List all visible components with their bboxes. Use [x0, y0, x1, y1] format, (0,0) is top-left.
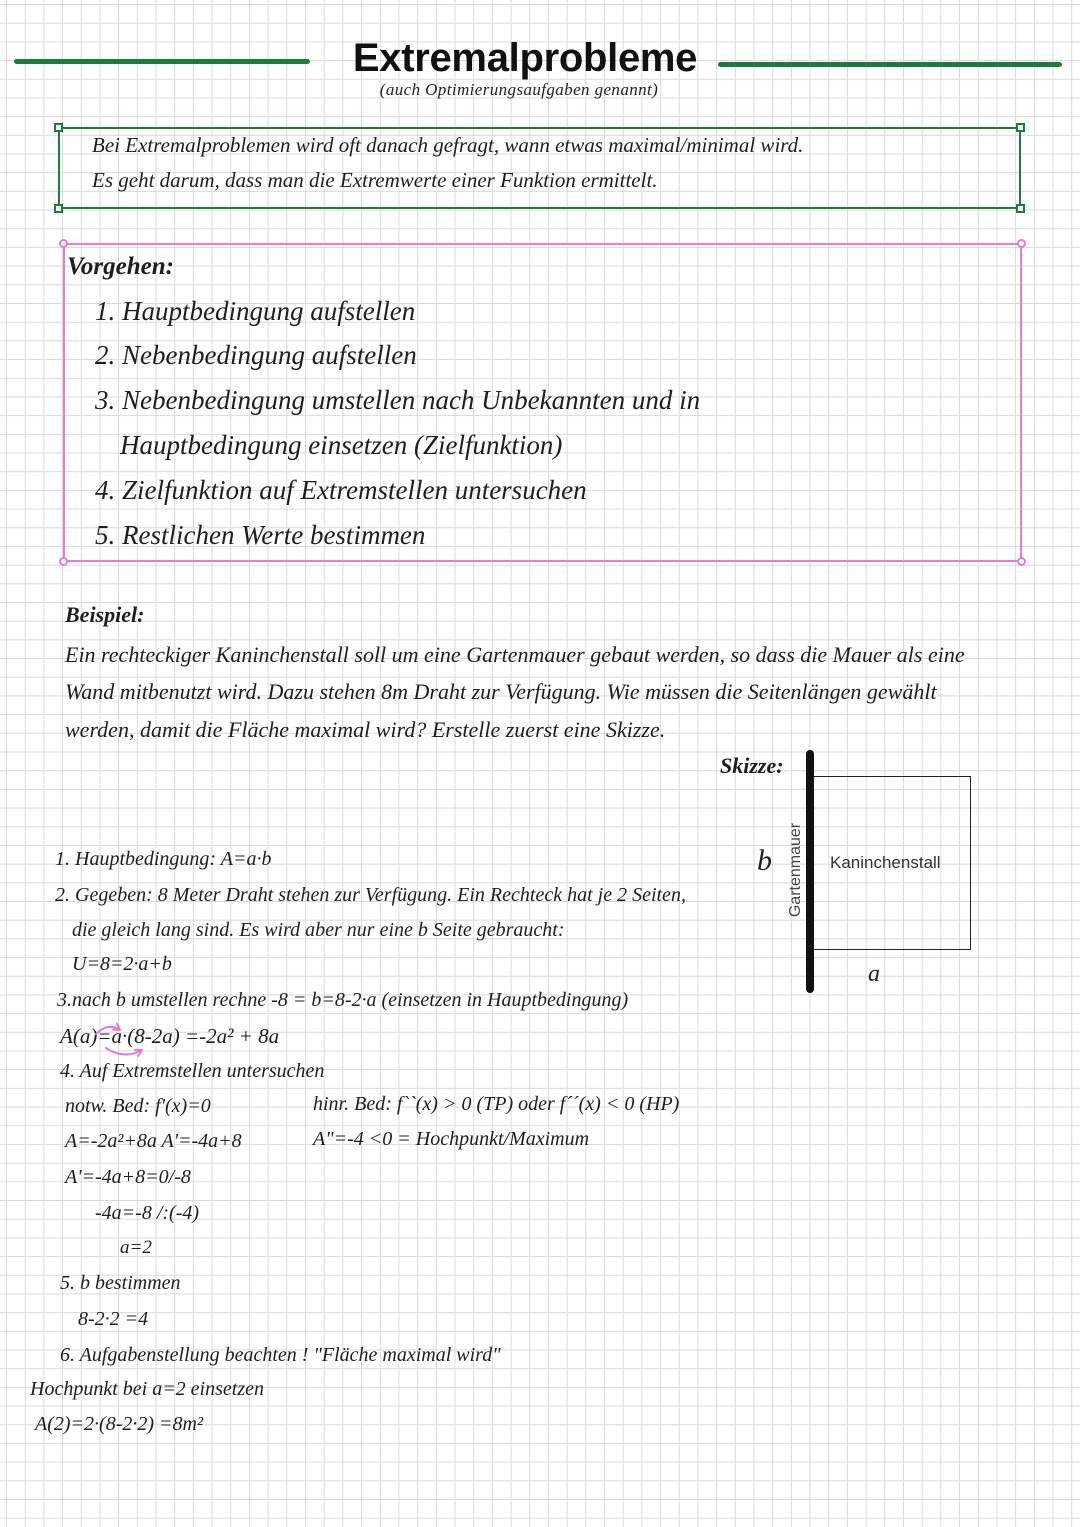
corner-handle	[54, 204, 63, 213]
perimeter-equation: U=8=2·a+b	[72, 953, 172, 975]
solve-step: A'=-4a+8=0/-8	[65, 1166, 191, 1188]
corner-handle	[59, 557, 68, 566]
garden-wall	[806, 750, 814, 993]
procedure-heading: Vorgehen:	[67, 253, 174, 280]
procedure-step: 3. Nebenbedingung umstellen nach Unbekannten und in	[95, 385, 701, 415]
task-check-line: 6. Aufgabenstellung beachten ! "Fläche maximal wird"	[60, 1344, 501, 1366]
example-text-line: werden, damit die Fläche maximal wird? Erstelle zuerst eine Skizze.	[65, 717, 666, 742]
procedure-step-continued: Hauptbedingung einsetzen (Zielfunktion)	[120, 430, 563, 460]
garden-wall-label: Gartenmauer	[787, 822, 804, 918]
side-b-label: b	[757, 844, 772, 877]
corner-handle	[1017, 557, 1026, 566]
determine-b-heading: 5. b bestimmen	[60, 1272, 181, 1294]
example-heading: Beispiel:	[65, 602, 145, 627]
corner-handle	[1017, 239, 1026, 248]
procedure-step: 1. Hauptbedingung aufstellen	[95, 296, 416, 326]
side-a-label: a	[868, 961, 880, 987]
necessary-condition: notw. Bed: f'(x)=0	[65, 1095, 211, 1117]
extrema-heading: 4. Auf Extremstellen untersuchen	[60, 1060, 325, 1082]
corner-handle	[1016, 123, 1025, 132]
given-line-continued: die gleich lang sind. Es wird aber nur eine b Seite gebraucht:	[72, 919, 565, 941]
b-calculation: 8-2·2 =4	[78, 1308, 149, 1330]
solution-a: a=2	[120, 1237, 152, 1258]
page-subtitle: (auch Optimierungsaufgaben genannt)	[379, 80, 659, 99]
distribution-arrows	[90, 1018, 154, 1062]
intro-line: Bei Extremalproblemen wird oft danach gefragt, wann etwas maximal/minimal wird.	[92, 133, 804, 157]
insert-maximum-line: Hochpunkt bei a=2 einsetzen	[30, 1378, 264, 1400]
given-line: 2. Gegeben: 8 Meter Draht stehen zur Verfügung. Ein Rechteck hat je 2 Seiten,	[55, 884, 686, 906]
solve-step: -4a=-8 /:(-4)	[95, 1202, 200, 1224]
corner-handle	[59, 239, 68, 248]
rabbit-enclosure-label: Kaninchenstall	[830, 853, 941, 872]
header-rule-left	[14, 59, 310, 64]
example-text-line: Ein rechteckiger Kaninchenstall soll um eine Gartenmauer gebaut werden, so dass die Mauer als eine	[65, 642, 965, 667]
procedure-step: 4. Zielfunktion auf Extremstellen untersuchen	[95, 475, 587, 505]
page-title: Extremalprobleme	[352, 36, 698, 80]
corner-handle	[1016, 204, 1025, 213]
target-function: A(a)=a·(8-2a) =-2a² + 8a	[60, 1024, 280, 1048]
example-text-line: Wand mitbenutzt wird. Dazu stehen 8m Draht zur Verfügung. Wie müssen die Seitenlängen gewählt	[65, 679, 937, 704]
header-rule-right	[718, 62, 1062, 67]
main-condition-line: 1. Hauptbedingung: A=a·b	[55, 848, 272, 870]
procedure-step: 5. Restlichen Werte bestimmen	[95, 520, 426, 550]
rearrange-step: 3.nach b umstellen rechne -8 = b=8-2·a (einsetzen in Hauptbedingung)	[57, 989, 629, 1011]
intro-line: Es geht darum, dass man die Extremwerte einer Funktion ermittelt.	[92, 168, 658, 192]
second-derivative-result: A"=-4 <0 = Hochpunkt/Maximum	[313, 1128, 590, 1150]
procedure-step: 2. Nebenbedingung aufstellen	[95, 340, 417, 370]
derivative-line: A=-2a²+8a A'=-4a+8	[65, 1130, 242, 1152]
sufficient-condition: hinr. Bed: f``(x) > 0 (TP) oder f´´(x) < 0 (HP)	[313, 1093, 680, 1115]
sketch-heading: Skizze:	[720, 753, 784, 778]
max-area-result: A(2)=2·(8-2·2) =8m²	[35, 1413, 203, 1435]
corner-handle	[54, 123, 63, 132]
